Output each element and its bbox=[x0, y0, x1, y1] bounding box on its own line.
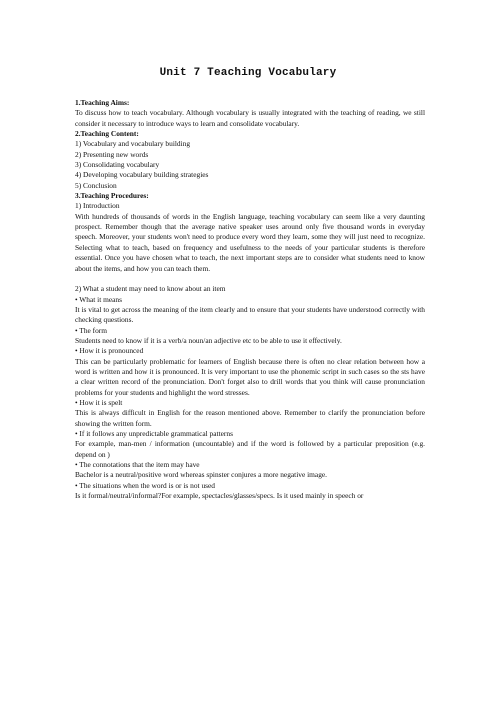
point-text: This can be particularly problematic for learners of English because there is often no clear relation between how a word is written and how it is pronounced. It is very important to use the phonemic script in such cases so the sts have a clear written record of the pronunciation. Don't forget also to drill words that you think will cause pronunciation problems for your students and highlight the word stresses. bbox=[75, 356, 425, 397]
content-item: 1) Vocabulary and vocabulary building bbox=[75, 139, 191, 149]
point-bullet: • If it follows any unpredictable grammatical patterns bbox=[75, 429, 233, 438]
point-text: Is it formal/neutral/informal?For example, spectacles/glasses/specs. Is it used mainly in speech or bbox=[75, 491, 364, 501]
point-text: This is always difficult in English for the reason mentioned above. Remember to clarify the pronunciation before showing the written form. bbox=[75, 408, 425, 428]
point-text: Students need to know if it is a verb/a noun/an adjective etc to be able to use it effectively. bbox=[75, 335, 342, 345]
document-body bbox=[75, 98, 425, 501]
point-text: It is vital to get across the meaning of the item clearly and to ensure that your students have understood correctly with checking questions. bbox=[75, 304, 425, 325]
point-bullet: • The form bbox=[75, 325, 108, 335]
point-text: For example, man-men / information (uncountable) and if the word is followed by a particular preposition (e.g. depend on ) bbox=[75, 439, 425, 459]
point-bullet: • The connotations that the item may have bbox=[75, 460, 200, 470]
content-item: 3) Consolidating vocabulary bbox=[75, 160, 160, 170]
paragraph-spacer bbox=[75, 274, 425, 284]
point-bullet: • How it is pronounced bbox=[75, 346, 144, 356]
document-title: Unit 7 Teaching Vocabulary bbox=[159, 67, 337, 79]
point-bullet: • How it is spelt bbox=[75, 397, 123, 407]
point-text: Bachelor is a neutral/positive word whereas spinster conjures a more negative image. bbox=[75, 470, 328, 480]
content-item: 5) Conclusion bbox=[75, 180, 117, 190]
aims-heading: 1.Teaching Aims: bbox=[75, 98, 130, 107]
intro-text: With hundreds of thousands of words in the English language, teaching vocabulary can seem like a very daunting prospect. Remember though that the average native speaker uses around only five thousand words in everyday speech. Moreover, your students won't need to produce every word they learn, some they will just need to recognize. Selecting what to teach, based on frequency and usefulness to the needs of your particular students is therefore essential. Once you have chosen what to teach, the next important steps are to consider what students need to know about the items, and how you can teach them. bbox=[75, 211, 425, 273]
content-item: 2) Presenting new words bbox=[75, 149, 149, 159]
section2-heading: 2) What a student may need to know about an item bbox=[75, 284, 226, 294]
point-bullet: • The situations when the word is or is not used bbox=[75, 480, 215, 490]
aims-text: To discuss how to teach vocabulary. Although vocabulary is usually integrated with the teaching of reading, we still consider it necessary to introduce ways to learn and consolidate vocabulary. bbox=[75, 108, 425, 128]
point-bullet: • What it means bbox=[75, 294, 122, 304]
intro-heading: 1) Introduction bbox=[75, 201, 120, 211]
content-item: 4) Developing vocabulary building strategies bbox=[75, 170, 209, 180]
content-heading: 2.Teaching Content: bbox=[75, 129, 139, 139]
procedures-heading: 3.Teaching Procedures: bbox=[75, 191, 149, 201]
